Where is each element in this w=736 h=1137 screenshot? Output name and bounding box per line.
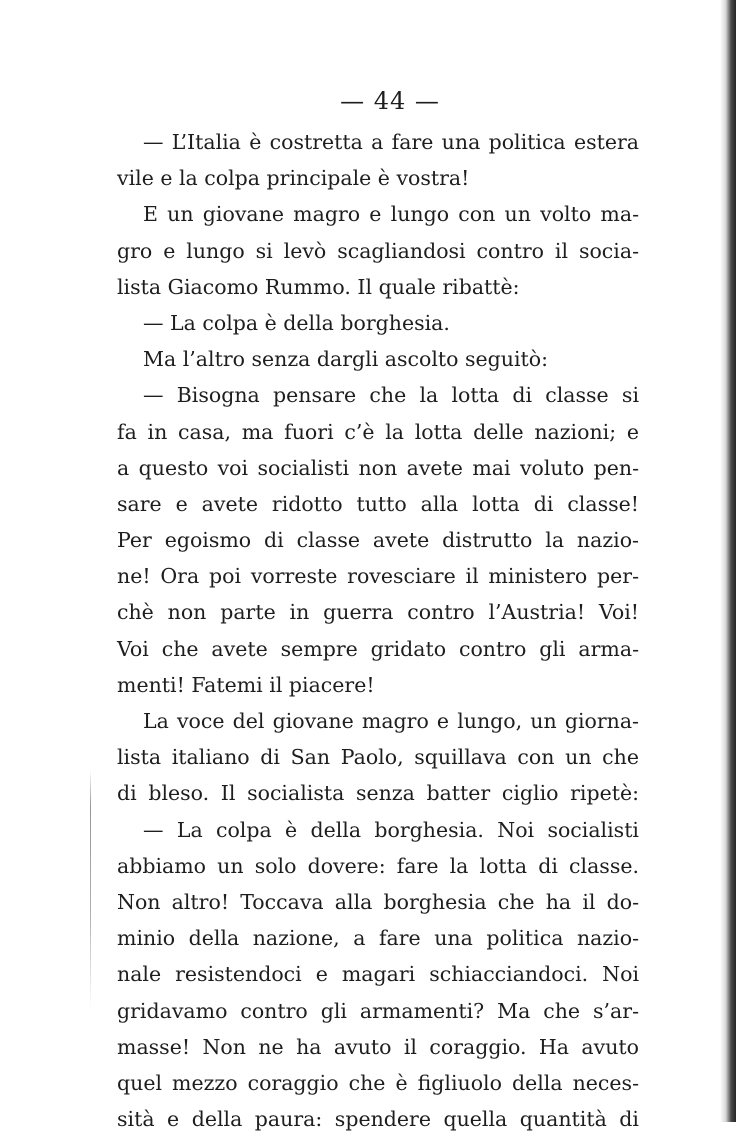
text-line: fa in casa, ma fuori c’è la lotta delle nazioni; e	[117, 419, 639, 444]
text-line: abbiamo un solo dovere: fare la lotta di classe.	[117, 853, 639, 878]
text-line: — L’Italia è costretta a fare una politica estera	[143, 130, 639, 154]
text-line: quel mezzo coraggio che è figliuolo della neces-	[117, 1070, 639, 1095]
text-line: lista italiano di San Paolo, squillava con un che	[117, 745, 639, 770]
text-line: — Bisogna pensare che la lotta di classe si	[143, 383, 639, 408]
text-line: nale resistendoci e magari schiacciandoci. Noi	[117, 962, 639, 987]
text-line: lista Giacomo Rummo. Il quale ribattè:	[117, 274, 520, 299]
text-line: Voi che avete sempre gridato contro gli arma-	[117, 636, 639, 661]
text-line: Non altro! Toccava alla borghesia che ha il do-	[117, 889, 639, 914]
text-line: sità e della paura: spendere quella quantità di	[117, 1107, 639, 1132]
text-line: La voce del giovane magro e lungo, un giorna-	[143, 709, 639, 733]
text-line: gro e lungo si levò scagliandosi contro il socia-	[117, 238, 639, 263]
text-line: menti! Fatemi il piacere!	[117, 672, 375, 697]
text-line: Ma l’altro senza dargli ascolto seguitò:	[143, 347, 549, 372]
text-line: di bleso. Il socialista senza batter ciglio ripetè:	[117, 781, 639, 806]
body-text	[117, 124, 639, 1137]
margin-pencil-mark	[90, 770, 91, 1010]
text-line: a questo voi socialisti non avete mai voluto pen-	[117, 455, 639, 480]
page-number: — 44 —	[340, 87, 440, 115]
text-line: gridavamo contro gli armamenti? Ma che s’ar-	[117, 998, 639, 1023]
text-line: masse! Non ne ha avuto il coraggio. Ha avuto	[117, 1034, 639, 1059]
text-line: Per egoismo di classe avete distrutto la nazio-	[117, 528, 639, 553]
text-line: sare e avete ridotto tutto alla lotta di classe!	[117, 491, 639, 516]
text-line: E un giovane magro e lungo con un volto ma-	[143, 202, 639, 227]
text-line: — La colpa è della borghesia. Noi socialisti	[143, 817, 639, 842]
text-line: ne! Ora poi vorreste rovesciare il ministero per-	[117, 564, 639, 589]
text-line: chè non parte in guerra contro l’Austria! Voi!	[117, 600, 639, 625]
book-spine-shadow	[720, 0, 736, 1122]
text-line: vile e la colpa principale è vostra!	[117, 166, 470, 191]
text-line: — La colpa è della borghesia.	[143, 310, 450, 335]
text-line: minio della nazione, a fare una politica nazio-	[117, 926, 639, 951]
